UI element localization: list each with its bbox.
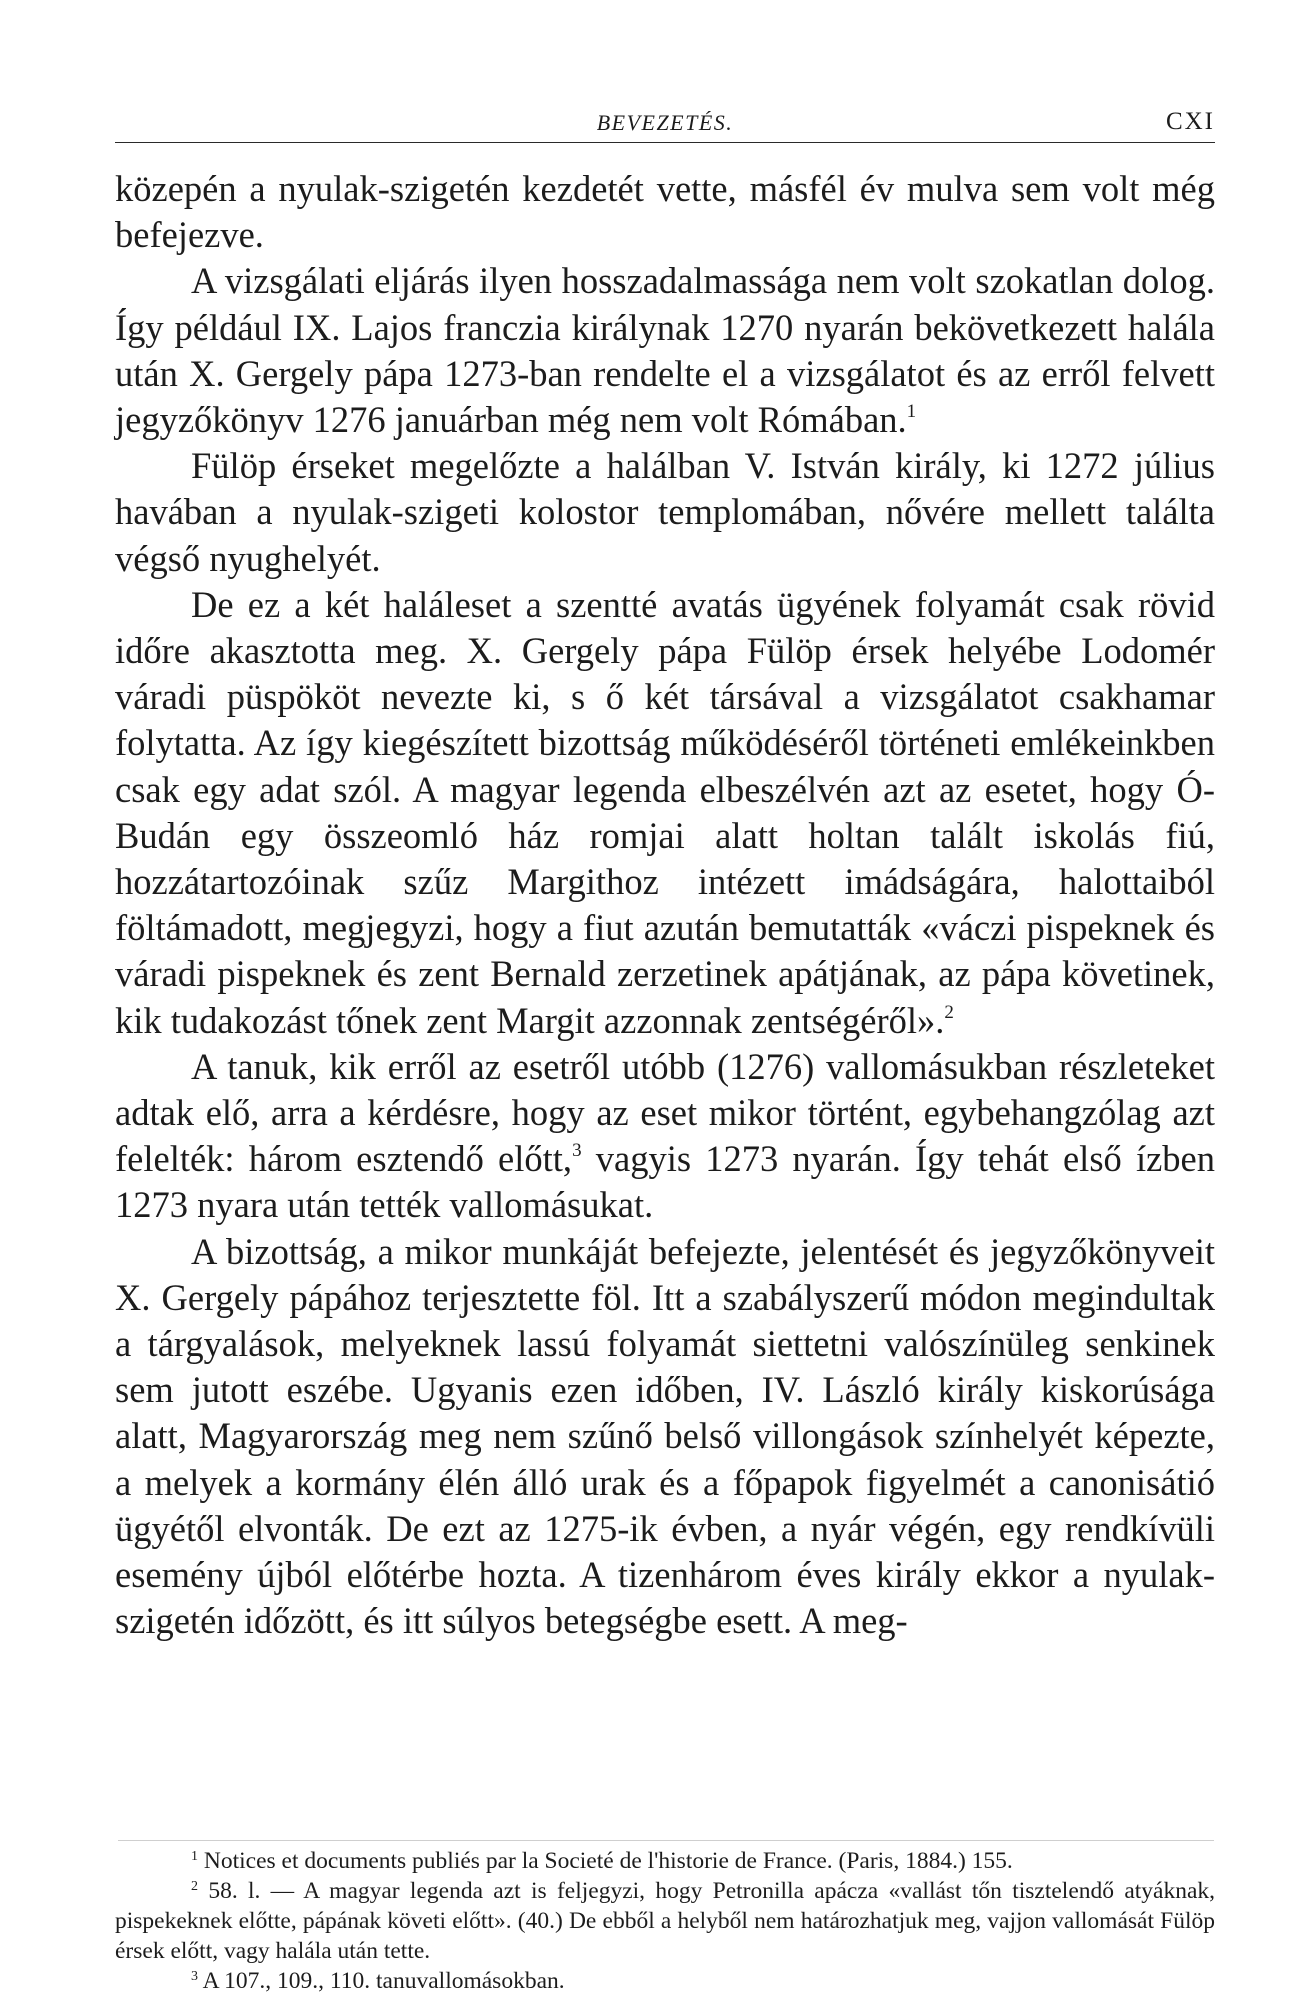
footnote-2-mark: 2	[191, 1879, 198, 1894]
paragraph-4	[115, 582, 1215, 1044]
paragraph-3-text: Fülöp érseket megelőzte a halálban V. István király, ki 1272 július havában a nyulak-szigeti kolostor templomában, nővére mellett találta végső nyughelyét.	[115, 445, 1215, 579]
paragraph-5	[115, 1044, 1215, 1229]
paragraph-2	[115, 258, 1215, 443]
paragraph-6	[115, 1229, 1215, 1645]
footnote-ref-2: 2	[944, 1001, 954, 1023]
paragraph-5-text-b: vagyis 1273 nyarán. Így tehát első ízben 1273 nyara után tették vallomásukat.	[115, 1138, 1215, 1226]
running-title: BEVEZETÉS.	[596, 110, 734, 135]
paragraph-6-text: A bizottság, a mikor munkáját befejezte, jelentését és jegyzőkönyveit X. Gergely pápához terjesztette föl. Itt a szabályszerű módon megindultak a tárgyalások, melyeknek lassú folyamát siettetni valószínüleg senkinek sem jutott eszébe. Ugyanis ezen időben, IV. László király kiskorúsága alatt, Magyarország meg nem szűnő belső villongások színhelyét képezte, a melyek a kormány élén álló urak és a főpapok figyelmét a canonisátió ügyétől elvonták. De ezt az 1275-ik évben, a nyár végén, egy rendkívüli esemény újból előtérbe hozta. A tizenhárom éves király ekkor a nyulak-szigetén időzött, és itt súlyos betegségbe esett. A meg-	[115, 1230, 1215, 1642]
main-text	[115, 166, 1215, 1645]
footnote-2	[115, 1876, 1215, 1966]
paragraph-1	[115, 166, 1215, 258]
footnote-3-text: A 107., 109., 110. tanuvallomásokban.	[202, 1968, 565, 1994]
paragraph-2-text: A vizsgálati eljárás ilyen hosszadalmassága nem volt szokatlan dolog. Így például IX. Lajos franczia királynak 1270 nyarán bekövetkezett halála után X. Gergely pápa 1273-ban rendelte el a vizsgálatot és az erről felvett jegyzőkönyv 1276 januárban még nem volt Rómában.	[115, 260, 1215, 441]
footnotes	[115, 1846, 1215, 1996]
footnote-3-mark: 3	[191, 1969, 198, 1984]
footnote-2-text: 58. l. — A magyar legenda azt is feljegyzi, hogy Petronilla apácza «vallást tőn tisztelendő atyáknak, pispekeknek előtte, pápának követi előtt». (40.) De ebből a helyből nem határozhatjuk meg, vajjon vallomását Fülöp érsek előtt, vagy halála után tette.	[115, 1878, 1216, 1964]
page-header	[115, 106, 1215, 143]
footnote-1	[115, 1846, 1215, 1876]
paragraph-5-text-a: A tanuk, kik erről az esetről utóbb (1276) vallomásukban részleteket adtak elő, arra a kérdésre, hogy az eset mikor történt, egybehangzólag azt felelték: három esztendő előtt,	[115, 1045, 1215, 1180]
footnote-divider	[118, 1840, 1214, 1841]
footnote-1-mark: 1	[191, 1849, 198, 1864]
paragraph-3	[115, 443, 1215, 582]
footnote-ref-3: 3	[572, 1140, 582, 1162]
paragraph-1-text: közepén a nyulak-szigetén kezdetét vette, másfél év mulva sem volt még befejezve.	[115, 168, 1215, 256]
footnote-3	[115, 1966, 1215, 1996]
paragraph-4-text: De ez a két haláleset a szentté avatás ügyének folyamát csak rövid időre akasztotta meg. X. Gergely pápa Fülöp érsek helyébe Lodomér váradi püspököt nevezte ki, s ő két társával a vizsgálatot csakhamar folytatta. Az így kiegészített bizottság működéséről történeti emlékeinkben csak egy adat szól. A magyar legenda elbeszélvén azt az esetet, hogy Ó-Budán egy összeomló ház romjai alatt holtan talált iskolás fiú, hozzátartozóinak szűz Margithoz intézett imádságára, halottaiból föltámadott, megjegyzi, hogy a fiut azután bemutatták «váczi pispeknek és váradi pispeknek és zent Bernald zerzetinek apátjának, az pápa követinek, kik tudakozást tőnek zent Margit azzonnak zentségéről».	[115, 583, 1215, 1041]
page-number: CXI	[1165, 108, 1215, 135]
footnote-1-text: Notices et documents publiés par la Societé de l'historie de France. (Paris, 1884.) 155.	[203, 1848, 1013, 1874]
footnote-ref-1: 1	[906, 401, 917, 423]
